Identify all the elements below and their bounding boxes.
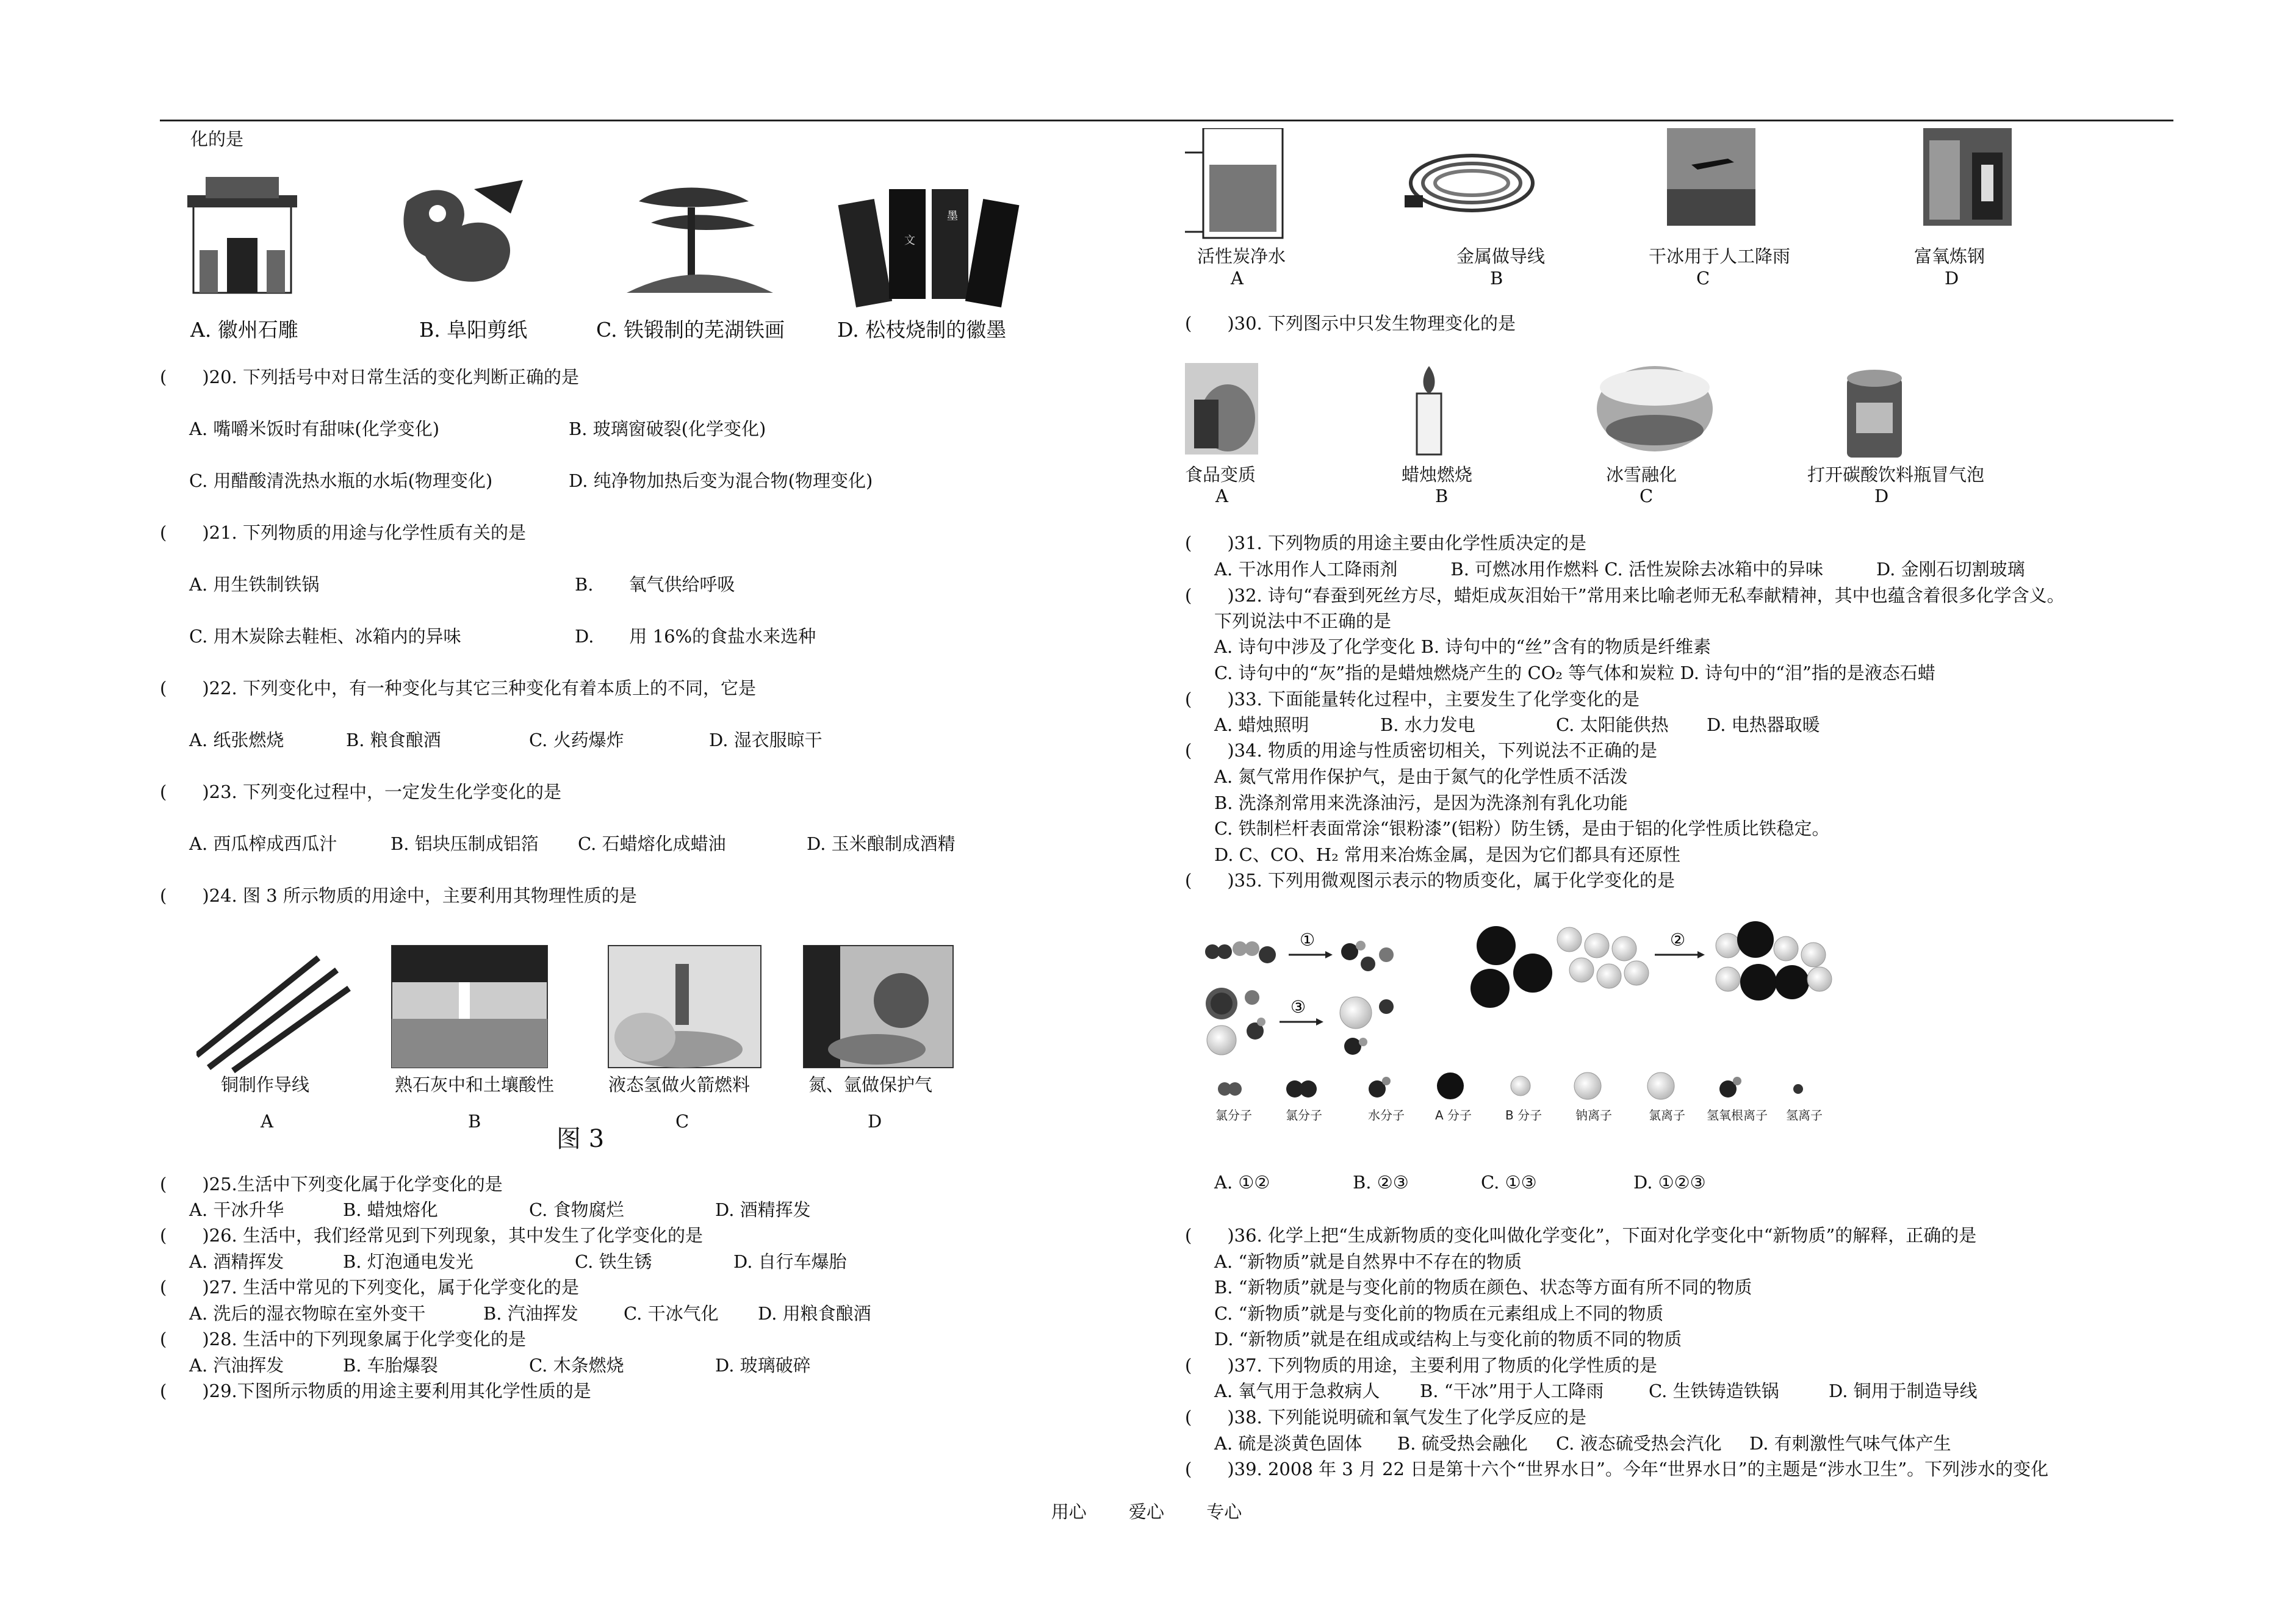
- q30-letter-c: C: [1640, 486, 1654, 506]
- legend-labels: [1215, 1108, 1823, 1123]
- reaction-1: [1205, 930, 1394, 971]
- field-picture: [392, 946, 547, 1068]
- q35-option-b: B. ②③: [1353, 1172, 1409, 1193]
- q33-option-a: A. 蜡烛照明: [1214, 714, 1309, 735]
- q26-option-c: C. 铁生锈: [575, 1251, 652, 1272]
- q28-option-a: A. 汽油挥发: [189, 1355, 284, 1376]
- legend-label-6: 钠离子: [1575, 1108, 1612, 1123]
- q30-caption-b: 蜡烛燃烧: [1402, 464, 1473, 485]
- candle-picture: [1417, 366, 1441, 455]
- q23-stem: ( )23. 下列变化过程中，一定发生化学变化的是: [160, 781, 561, 802]
- q23-option-b: B. 铝块压制成铝箔: [391, 833, 539, 854]
- q29-letter-a: A: [1231, 268, 1244, 289]
- stone-archway-picture: [187, 177, 297, 293]
- q32-options-cd: C. 诗句中的“灰”指的是蜡烛燃烧产生的 CO₂ 等气体和炭粒 D. 诗句中的“泪”指的是液态石蜡: [1214, 663, 1935, 683]
- q38-option-a: A. 硫是淡黄色固体: [1214, 1433, 1362, 1454]
- q35-micro-figure: [1203, 921, 1905, 1141]
- legend-label-7: 氯离子: [1649, 1108, 1685, 1123]
- q28-stem: ( )28. 生活中的下列现象属于化学变化的是: [160, 1329, 526, 1349]
- q30-letter-b: B: [1435, 486, 1449, 506]
- arrow-label-2: ②: [1670, 930, 1686, 950]
- q25-option-c: C. 食物腐烂: [529, 1199, 624, 1220]
- legend-label-9: 氢离子: [1786, 1108, 1823, 1123]
- q24-stem: ( )24. 图 3 所示物质的用途中，主要利用其物理性质的是: [160, 885, 637, 906]
- svg-text:墨: 墨: [947, 210, 958, 223]
- q29-figure: [1185, 128, 2070, 253]
- q39-stem: ( )39. 2008 年 3 月 22 日是第十六个“世界水日”。今年“世界水日”的主题是“涉水卫生”。下列涉水的变化: [1185, 1459, 2049, 1479]
- q28-option-d: D. 玻璃破碎: [715, 1355, 811, 1376]
- q29-caption-c: 干冰用于人工降雨: [1649, 246, 1791, 267]
- fig3-letter-a: A: [261, 1111, 273, 1132]
- q27-option-a: A. 洗后的湿衣物晾在室外变干: [189, 1303, 426, 1324]
- q23-option-d: D. 玉米酿制成酒精: [807, 833, 956, 854]
- water-filter-picture: [1185, 128, 1283, 238]
- q22-option-b: B. 粮食酿酒: [346, 730, 441, 750]
- q31-stem: ( )31. 下列物质的用途主要由化学性质决定的是: [1185, 533, 1586, 553]
- q26-option-a: A. 酒精挥发: [189, 1251, 284, 1272]
- page-footer: [0, 1498, 2293, 1523]
- q38-option-c: C. 液态硫受热会汽化: [1556, 1433, 1722, 1454]
- legend-label-5: B 分子: [1505, 1108, 1542, 1123]
- q33-option-b: B. 水力发电: [1380, 714, 1475, 735]
- q22-option-c: C. 火药爆炸: [529, 730, 624, 750]
- q20-option-c: C. 用醋酸清洗热水瓶的水垢(物理变化): [189, 470, 493, 491]
- q30-letter-a: A: [1215, 486, 1228, 506]
- q35-option-d: D. ①②③: [1633, 1172, 1706, 1193]
- footer-word-3: 专心: [1206, 1501, 1242, 1522]
- papercut-picture: [403, 180, 523, 282]
- soda-can-picture: [1847, 370, 1902, 458]
- q25-stem: ( )25.生活中下列变化属于化学变化的是: [160, 1174, 503, 1195]
- q34-option-b: B. 洗涤剂常用来洗涤油污，是因为洗涤剂有乳化功能: [1214, 792, 1628, 813]
- q19-option-c: C. 铁锻制的芜湖铁画: [596, 318, 785, 342]
- q33-option-c: C. 太阳能供热: [1556, 714, 1669, 735]
- legend-label-2: 氯分子: [1286, 1108, 1322, 1123]
- q30-caption-d: 打开碳酸饮料瓶冒气泡: [1807, 464, 1985, 485]
- q29-letter-d: D: [1945, 268, 1959, 289]
- q30-figure: [1185, 363, 2039, 464]
- q26-stem: ( )26. 生活中，我们经常见到下列现象，其中发生了化学变化的是: [160, 1225, 703, 1246]
- footer-word-1: 用心: [1051, 1501, 1087, 1522]
- fig3-caption-c: 液态氢做火箭燃料: [608, 1074, 751, 1095]
- q37-option-c: C. 生铁铸造铁锅: [1649, 1381, 1779, 1401]
- q35-option-a: A. ①②: [1214, 1172, 1270, 1193]
- reaction-2: [1470, 921, 1832, 1008]
- q22-stem: ( )22. 下列变化中，有一种变化与其它三种变化有着本质上的不同，它是: [160, 678, 756, 699]
- legend-symbols: [1218, 1072, 1803, 1099]
- q36-option-d: D. “新物质”就是在组成或结构上与变化前的物质不同的物质: [1214, 1329, 1682, 1349]
- q25-option-b: B. 蜡烛熔化: [343, 1199, 438, 1220]
- spoiled-food-picture: [1185, 363, 1258, 455]
- q21-option-a: A. 用生铁制铁锅: [189, 574, 320, 595]
- q30-caption-a: 食品变质: [1185, 464, 1256, 485]
- fig3-letter-d: D: [868, 1111, 882, 1132]
- reaction-3: [1206, 988, 1394, 1055]
- q19-option-d: D. 松枝烧制的徽墨: [837, 318, 1007, 342]
- q27-option-d: D. 用粮食酿酒: [758, 1303, 871, 1324]
- q28-option-b: B. 车胎爆裂: [343, 1355, 438, 1376]
- cloud-seeding-picture: [1667, 128, 1755, 226]
- fig3-letter-b: B: [468, 1111, 481, 1132]
- q26-option-b: B. 灯泡通电发光: [343, 1251, 473, 1272]
- fig3-title: 图 3: [556, 1125, 605, 1153]
- q20-stem: ( )20. 下列括号中对日常生活的变化判断正确的是: [160, 367, 579, 387]
- q33-option-d: D. 电热器取暖: [1707, 714, 1820, 735]
- q23-option-c: C. 石蜡熔化成蜡油: [578, 833, 726, 854]
- q19-option-a: A. 徽州石雕: [190, 318, 298, 342]
- q36-stem: ( )36. 化学上把“生成新物质的变化叫做化学变化”，下面对化学变化中“新物质”的解释，正确的是: [1185, 1225, 1977, 1246]
- legend-label-1: 氯分子: [1215, 1108, 1252, 1123]
- q19-option-b: B. 阜阳剪纸: [419, 318, 528, 342]
- ink-stick-picture: [838, 189, 1020, 307]
- q37-option-d: D. 铜用于制造导线: [1829, 1381, 1978, 1401]
- q36-option-a: A. “新物质”就是自然界中不存在的物质: [1214, 1251, 1522, 1272]
- q32-stem: ( )32. 诗句“春蚕到死丝方尽，蜡炬成灰泪始干”常用来比喻老师无私奉献精神，其中也蕴含着很多化学含义。: [1185, 585, 2065, 606]
- q37-stem: ( )37. 下列物质的用途，主要利用了物质的化学性质的是: [1185, 1355, 1657, 1376]
- q21-option-c: C. 用木炭除去鞋柜、冰箱内的异味: [189, 626, 461, 647]
- q20-option-d: D. 纯净物加热后变为混合物(物理变化): [569, 470, 873, 491]
- q22-option-a: A. 纸张燃烧: [189, 730, 284, 750]
- q27-stem: ( )27. 生活中常见的下列变化，属于化学变化的是: [160, 1277, 579, 1298]
- q23-option-a: A. 西瓜榨成西瓜汁: [189, 833, 337, 854]
- q30-letter-d: D: [1874, 486, 1889, 506]
- intro-text: 化的是: [190, 129, 244, 149]
- q37-option-b: B. “干冰”用于人工降雨: [1420, 1381, 1604, 1401]
- q30-caption-c: 冰雪融化: [1606, 464, 1677, 485]
- top-rule: [160, 120, 2173, 121]
- q20-option-b: B. 玻璃窗破裂(化学变化): [569, 419, 766, 439]
- q35-option-c: C. ①③: [1481, 1172, 1537, 1193]
- q22-option-d: D. 湿衣服晾干: [709, 730, 823, 750]
- q38-option-d: D. 有刺激性气味气体产生: [1749, 1433, 1951, 1454]
- svg-text:文: 文: [904, 234, 915, 247]
- q20-option-a: A. 嘴嚼米饭时有甜味(化学变化): [189, 419, 440, 439]
- legend-label-4: A 分子: [1435, 1108, 1472, 1123]
- q31-options: A. 干冰用作人工降雨剂 B. 可燃冰用作燃料 C. 活性炭除去冰箱中的异味 D. 金刚石切割玻璃: [1214, 559, 2025, 580]
- fig3-caption-a: 铜制作导线: [221, 1074, 310, 1095]
- figure-3: [196, 940, 990, 1092]
- q32-stem-2: 下列说法中不正确的是: [1214, 611, 1392, 631]
- q29-letter-b: B: [1490, 268, 1503, 289]
- melting-ice-picture: [1597, 366, 1713, 451]
- q29-caption-b: 金属做导线: [1456, 246, 1546, 267]
- q28-option-c: C. 木条燃烧: [529, 1355, 624, 1376]
- q38-option-b: B. 硫受热会融化: [1397, 1433, 1528, 1454]
- welding-picture: [804, 946, 953, 1068]
- footer-word-2: 爱心: [1128, 1501, 1164, 1522]
- q37-option-a: A. 氧气用于急救病人: [1214, 1381, 1380, 1401]
- rocket-launch-picture: [608, 946, 761, 1068]
- q34-stem: ( )34. 物质的用途与性质密切相关，下列说法不正确的是: [1185, 740, 1657, 761]
- iron-painting-picture: [627, 188, 773, 293]
- q29-stem: ( )29.下图所示物质的用途主要利用其化学性质的是: [160, 1381, 591, 1401]
- q21-stem: ( )21. 下列物质的用途与化学性质有关的是: [160, 522, 526, 543]
- arrow-label-1: ①: [1300, 930, 1316, 950]
- copper-wire-picture: [196, 958, 349, 1071]
- q32-options-ab: A. 诗句中涉及了化学变化 B. 诗句中的“丝”含有的物质是纤维素: [1214, 636, 1711, 657]
- q19-figure: [187, 177, 1103, 323]
- wire-coil-picture: [1405, 156, 1533, 210]
- q29-caption-a: 活性炭净水: [1197, 246, 1286, 267]
- fig3-letter-c: C: [675, 1111, 689, 1132]
- q30-stem: ( )30. 下列图示中只发生物理变化的是: [1185, 313, 1516, 334]
- q27-option-b: B. 汽油挥发: [483, 1303, 578, 1324]
- q25-option-a: A. 干冰升华: [189, 1199, 284, 1220]
- q27-option-c: C. 干冰气化: [624, 1303, 719, 1324]
- fig3-caption-b: 熟石灰中和土壤酸性: [395, 1074, 555, 1095]
- q34-option-c: C. 铁制栏杆表面常涂“银粉漆”(铝粉）防生锈，是由于铝的化学性质比铁稳定。: [1214, 818, 1830, 839]
- steelmaking-picture: [1923, 128, 2012, 226]
- q36-option-c: C. “新物质”就是与变化前的物质在元素组成上不同的物质: [1214, 1303, 1664, 1324]
- q21-option-b: B. 氧气供给呼吸: [575, 574, 735, 595]
- arrow-label-3: ③: [1290, 997, 1306, 1017]
- legend-label-8: 氢氧根离子: [1707, 1108, 1768, 1123]
- q29-letter-c: C: [1696, 268, 1710, 289]
- q36-option-b: B. “新物质”就是与变化前的物质在颜色、状态等方面有所不同的物质: [1214, 1277, 1752, 1298]
- q29-caption-d: 富氧炼钢: [1914, 246, 1985, 267]
- q35-stem: ( )35. 下列用微观图示表示的物质变化，属于化学变化的是: [1185, 870, 1675, 891]
- fig3-caption-d: 氮、氩做保护气: [808, 1074, 933, 1095]
- q34-option-a: A. 氮气常用作保护气，是由于氮气的化学性质不活泼: [1214, 766, 1628, 787]
- q26-option-d: D. 自行车爆胎: [733, 1251, 847, 1272]
- q21-option-d: D. 用 16%的食盐水来选种: [575, 626, 816, 647]
- q38-stem: ( )38. 下列能说明硫和氧气发生了化学反应的是: [1185, 1407, 1586, 1428]
- q25-option-d: D. 酒精挥发: [715, 1199, 811, 1220]
- q33-stem: ( )33. 下面能量转化过程中，主要发生了化学变化的是: [1185, 689, 1640, 710]
- legend-label-3: 水分子: [1368, 1108, 1405, 1123]
- q34-option-d: D. C、CO、H₂ 常用来冶炼金属，是因为它们都具有还原性: [1214, 844, 1680, 865]
